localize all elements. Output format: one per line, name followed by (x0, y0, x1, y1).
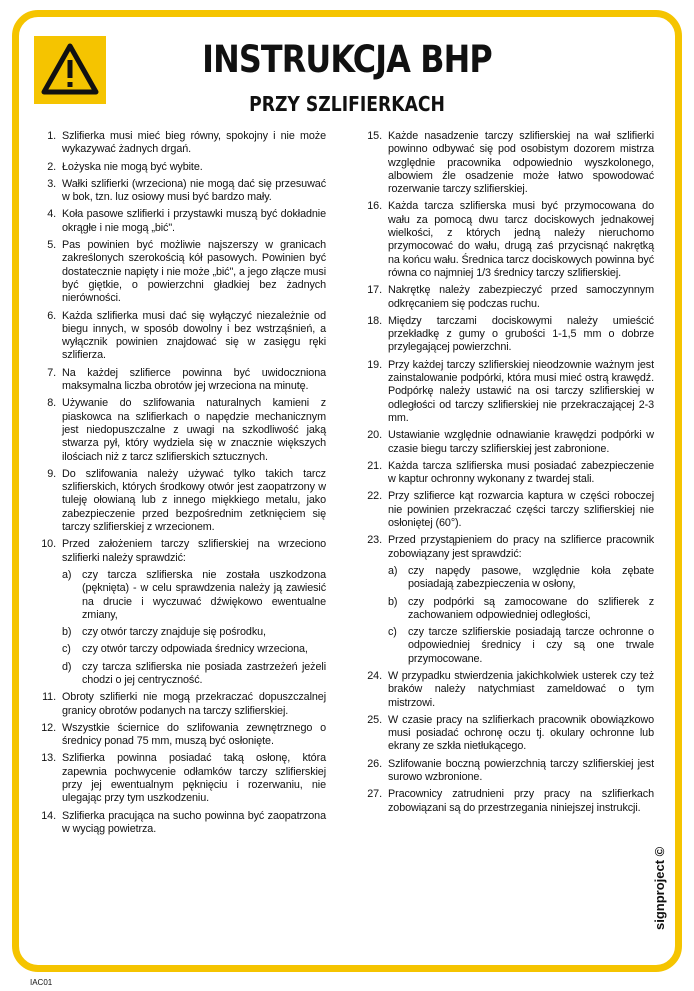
list-item (36, 130, 326, 157)
page-title: INSTRUKCJA BHP (202, 38, 492, 81)
item-text: Przed założeniem tarczy szlifierskiej na wrzeciono szlifierki należy sprawdzić: (62, 538, 326, 564)
item-number: 11. (42, 691, 56, 704)
item-number: 20. (367, 429, 382, 442)
item-text: W czasie pracy na szlifierkach pracownik obowiązkowo musi posiadać ochronę oczu tj. okulary ochronne lub ekrany ze szkła nietłukącego. (388, 713, 654, 753)
item-text: Do szlifowania należy używać tylko takich tarcz szlifierskich, których środkowy otwór jest zaopatrzony w tuleję ołowianą lub z innego miękkiego metalu, jako zabezpieczenie przed bezpośrednim zetknięciem się tarczy szlifierskiej z wrzecionem. (62, 467, 326, 534)
item-text: Każde nasadzenie tarczy szlifierskiej na wał szlifierki powinno odbywać się pod osobistym dozorem mistrza względnie pracownika odpowiednio wyszkolonego, albowiem źle osadzenie może łatwo spowodować rozerwanie tarczy szlifierskiej. (388, 130, 654, 196)
sub-item-text: czy napędy pasowe, względnie koła zębate posiadają zabezpieczenia w osłony, (408, 564, 654, 591)
item-number: 27. (367, 788, 382, 801)
item-text: Pracownicy zatrudnieni przy pracy na szlifierkach zobowiązani są do przestrzegania niniejszej instrukcji. (388, 788, 654, 814)
item-text: Szlifierka pracująca na sucho powinna być zaopatrzona w wyciąg powietrza. (62, 809, 326, 835)
item-text: Przed przystąpieniem do pracy na szlifierce pracownik zobowiązany jest sprawdzić: (388, 534, 654, 560)
sub-item-text: czy otwór tarczy znajduje się pośrodku, (82, 626, 266, 639)
item-number: 8. (47, 397, 56, 410)
item-text: Wałki szlifierki (wrzeciona) nie mogą dać się przesuwać w bok, tzn. luz osiowy musi być bardzo mały. (62, 177, 326, 204)
list-item (36, 722, 326, 749)
item-number: 17. (367, 284, 382, 297)
sub-item-letter: a) (62, 568, 72, 581)
item-number: 14. (41, 809, 56, 822)
item-text: W przypadku stwierdzenia jakichkolwiek usterek czy też braków należy natychmiast zameldować o tym mistrzowi. (388, 669, 654, 709)
list-item (36, 239, 326, 305)
item-number: 9. (47, 467, 56, 480)
sub-item-text: czy otwór tarczy odpowiada średnicy wrzeciona, (82, 643, 308, 656)
list-item (36, 691, 326, 718)
list-item (362, 460, 654, 487)
item-number: 19. (367, 358, 382, 371)
sub-item-text: czy tarcze szlifierskie posiadają tarcze ochronne o odpowiedniej średnicy i czy są one trwale przymocowane. (408, 626, 654, 665)
list-item (362, 758, 654, 785)
item-number: 12. (41, 721, 56, 734)
sub-item (388, 626, 654, 666)
list-item (362, 429, 654, 456)
list-item (36, 810, 326, 837)
brand-label: signproject © (652, 846, 667, 930)
item-text: Łożyska nie mogą być wybite. (62, 160, 203, 173)
sub-item (62, 626, 326, 639)
list-item (36, 161, 326, 174)
item-number: 2. (47, 160, 56, 173)
item-text: Przy każdej tarczy szlifierskiej nieodzownie ważnym jest zainstalowanie podpórki, która musi mieć ostrą krawędź. Podpórkę należy ustawić na osi tarczy szlifierskiej w odległości od tarczy szlifierskiej nie przekraczającej 2-3 mm. (388, 358, 654, 424)
list-item (36, 397, 326, 463)
sub-item (388, 565, 654, 592)
list-item (36, 367, 326, 394)
sub-item-letter: b) (62, 626, 72, 639)
list-item (36, 178, 326, 205)
sub-item (388, 596, 654, 623)
list-item (362, 284, 654, 311)
page-subtitle: PRZY SZLIFIERKACH (249, 92, 445, 116)
item-number: 5. (47, 239, 56, 252)
item-text: Wszystkie ściernice do szlifowania zewnętrznego o średnicy ponad 75 mm, muszą być osłonięte. (62, 721, 326, 748)
item-number: 21. (367, 459, 382, 472)
item-number: 25. (367, 713, 382, 726)
item-number: 26. (367, 757, 382, 770)
item-text: Każda tarcza szlifierska musi posiadać zabezpieczenie w kaptur ochronny wykonany z twardej stali. (388, 459, 654, 486)
sub-item-text: czy tarcza szlifierska nie posiada zastrzeżeń jeżeli chodzi o jej centryczność. (82, 660, 326, 686)
list-item (36, 208, 326, 235)
item-text: Obroty szlifierki nie mogą przekraczać dopuszczalnej granicy obrotów podanych na tarczy szlifierskiej. (62, 691, 326, 717)
sub-item-letter: d) (62, 660, 72, 673)
sub-item (62, 643, 326, 656)
item-number: 1. (47, 130, 56, 142)
list-item (362, 490, 654, 530)
item-number: 23. (367, 534, 382, 547)
item-number: 10. (41, 538, 56, 551)
item-text: Szlifierka powinna posiadać taką osłonę, która zapewnia pochwycenie odłamków tarczy szlifierskiej przy jej ewentualnym pęknięciu i rozerwaniu, nie ulegając przy tym uszkodzeniu. (62, 752, 326, 805)
sub-item-letter: a) (388, 564, 398, 577)
list-item (362, 714, 654, 754)
sub-item-letter: c) (62, 643, 71, 656)
list-item (36, 538, 326, 687)
list-item (362, 670, 654, 710)
sub-item-letter: c) (388, 626, 397, 639)
list-item (362, 788, 654, 815)
left-column (36, 130, 326, 840)
list-item (36, 468, 326, 534)
item-text: Każda tarcza szlifierska musi być przymocowana do wału za pomocą dwu tarcz dociskowych jednakowej wielkości, z których jedną należy nieruchomo przymocować do wału, drugą zaś przycisnąć nakrętką na końcu wału. Średnica tarcz dociskowych powinna być równa co najmniej 1/3 średnicy tarczy szlifierskiej. (388, 200, 654, 279)
right-column (362, 130, 654, 819)
item-text: Koła pasowe szlifierki i przystawki muszą być dokładnie okrągłe i nie mogą „bić". (62, 208, 326, 234)
item-number: 4. (47, 208, 56, 221)
sub-item-letter: b) (388, 595, 398, 608)
item-number: 13. (41, 752, 56, 765)
list-item (362, 130, 654, 196)
item-number: 18. (367, 314, 382, 327)
warning-triangle-icon (34, 36, 106, 104)
item-text: Szlifierka musi mieć bieg równy, spokojny i nie może wykazywać żadnych drgań. (62, 130, 326, 156)
item-number: 6. (47, 309, 56, 322)
item-number: 22. (367, 490, 382, 503)
sub-item (62, 569, 326, 622)
list-item (36, 752, 326, 805)
list-item (362, 534, 654, 666)
item-number: 3. (47, 177, 56, 190)
item-number: 24. (367, 669, 382, 682)
item-number: 7. (47, 366, 56, 379)
item-text: Między tarczami dociskowymi należy umieścić przekładkę z gumy o grubości 1-1,5 mm o dobrze przylegającej powierzchni. (388, 314, 654, 354)
item-text: Ustawianie względnie odnawianie krawędzi podpórki w czasie biegu tarczy szlifierskiej jest zabronione. (388, 429, 654, 455)
item-text: Używanie do szlifowania naturalnych kamieni z piaskowca na szlifierkach o napędzie mechanicznym jest niedopuszczalne z uwagi na szkodliwość jaką stwarza pył, który wydziela się w znacznie większych ilościach niż z tarcz szlifierskich sztucznych. (62, 397, 326, 463)
sub-item-text: czy podpórki są zamocowane do szlifierek z zachowaniem odpowiedniej odległości, (408, 595, 654, 621)
item-text: Każda szlifierka musi dać się wyłączyć niezależnie od biegu innych, w sposób dowolny i bez wstrząśnień, a wyłącznik powinien znajdować się w zasięgu ręki szlifierza. (62, 309, 326, 362)
sub-item-text: czy tarcza szlifierska nie została uszkodzona (pęknięta) - w celu sprawdzenia należy ją zawiesić na drucie i wyczuwać dźwiękowo ewentualne zmiany, (82, 568, 326, 621)
item-text: Pas powinien być możliwie najszerszy w granicach zakreślonych szerokością kół pasowych. Powinien być dostatecznie napięty i nie może „bić", a jego złącze musi być giętkie, o powierzchni gładkiej bez żadnych nierówności. (62, 239, 326, 305)
sub-item (62, 661, 326, 688)
list-item (362, 359, 654, 425)
item-number: 15. (367, 130, 382, 142)
sign-code: IAC01 (30, 978, 53, 987)
item-text: Szlifowanie boczną powierzchnią tarczy szlifierskiej jest surowo wzbronione. (388, 757, 654, 784)
item-text: Nakrętkę należy zabezpieczyć przed samoczynnym odkręcaniem się podczas ruchu. (388, 284, 654, 310)
list-item (362, 200, 654, 280)
item-text: Przy szlifierce kąt rozwarcia kaptura w części roboczej nie powinien przekraczać części tarczy szlifierskiej nie osłoniętej (60°). (388, 490, 654, 530)
item-text: Na każdej szlifierce powinna być uwidoczniona maksymalna liczba obrotów jej wrzeciona na minutę. (62, 366, 326, 393)
list-item (36, 310, 326, 363)
list-item (362, 315, 654, 355)
item-number: 16. (367, 200, 382, 213)
